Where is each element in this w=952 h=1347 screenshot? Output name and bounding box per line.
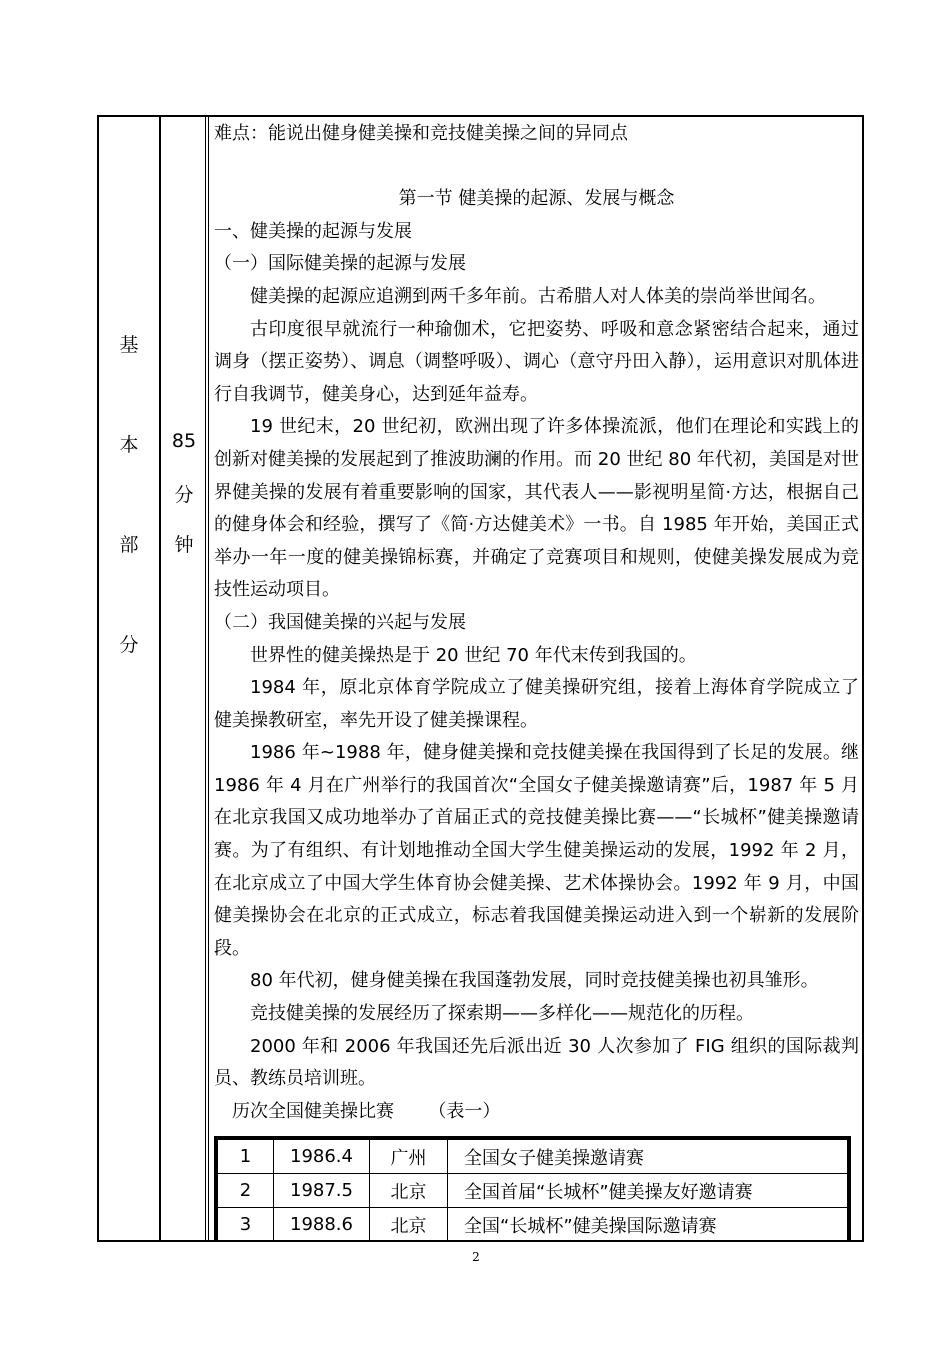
heading: 一、健美操的起源与发展 [214,220,412,242]
row-event-name: 全国“长城杯”健美操国际邀请赛 [448,1208,848,1242]
row-number: 1 [218,1140,274,1174]
section-label-char: 基 [119,334,139,356]
section-label-column [99,117,159,1240]
paragraph: 19 世纪末，20 世纪初，欧洲出现了许多体操流派，他们在理论和实践上的创新对健美操的发展起到了推波助澜的作用。而 20 世纪 80 年代初，美国是对世界健美操的发展有着重要影响的国家，其代表人——影视明星简·方达，根据自己的健身体会和经验，撰写了《简·方达健美术》一书。自 1985 年开始，美国正式举办一年一度的健美操锦标赛，并确定了竞赛项目和规则，使健美操发展成为竞技性运动项目。 [214,416,859,601]
table-row [218,1140,848,1174]
duration-column [162,117,206,1240]
subheading: （一）国际健美操的起源与发展 [214,253,466,275]
row-city: 北京 [370,1174,448,1208]
row-date: 1986.4 [274,1140,370,1174]
column-divider [159,115,161,1242]
competition-table [214,1136,851,1242]
section-title: 第一节 健美操的起源、发展与概念 [398,188,675,210]
paragraph: 世界性的健美操热是于 20 世纪 70 年代末传到我国的。 [250,644,697,666]
section-label-char: 部 [119,534,139,556]
row-city: 广州 [370,1140,448,1174]
paragraph: 1986 年~1988 年，健身健美操和竞技健美操在我国得到了长足的发展。继 1986 年 4 月在广州举行的我国首次“全国女子健美操邀请赛”后，1987 年 5 月在北京我国又成功地举办了首届正式的竞技健美操比赛——“长城杯”健美操邀请赛。为了有组织、有计划地推动全国大学生健美操运动的发展，1992 年 2 月，在北京成立了中国大学生体育协会健美操、艺术体操协会。1992 年 9 月，中国健美操协会在北京的正式成立，标志着我国健美操运动进入到一个崭新的发展阶段。 [214,742,859,959]
row-date: 1988.6 [274,1208,370,1242]
section-label-char: 本 [119,434,139,456]
paragraph: 健美操的起源应追溯到两千多年前。古希腊人对人体美的崇尚举世闻名。 [250,285,826,307]
paragraph: 竞技健美操的发展经历了探索期——多样化——规范化的历程。 [250,1003,754,1025]
paragraph: 2000 年和 2006 年我国还先后派出近 30 人次参加了 FIG 组织的国际裁判员、教练员培训班。 [214,1035,859,1090]
lesson-content [214,118,859,1128]
row-city: 北京 [370,1208,448,1242]
row-event-name: 全国首届“长城杯”健美操友好邀请赛 [448,1174,848,1208]
row-event-name: 全国女子健美操邀请赛 [448,1140,848,1174]
row-number: 3 [218,1208,274,1242]
table-row [218,1174,848,1208]
paragraph: 80 年代初，健身健美操在我国蓬勃发展，同时竞技健美操也初具雏形。 [250,970,819,992]
table-row [218,1208,848,1242]
duration-value: 85 [171,430,197,452]
subheading: （二）我国健美操的兴起与发展 [214,611,466,633]
row-number: 2 [218,1174,274,1208]
blank-line [214,151,859,184]
section-label-char: 分 [119,634,139,656]
duration-unit-char: 分 [174,484,194,506]
page-number: 2 [472,1250,480,1264]
column-divider [208,115,209,1242]
duration-unit-char: 钟 [174,534,194,556]
table-caption: 历次全国健美操比赛 （表一） [232,1100,501,1122]
difficulty-line: 难点：能说出健身健美操和竞技健美操之间的异同点 [214,123,628,144]
paragraph: 古印度很早就流行一种瑜伽术，它把姿势、呼吸和意念紧密结合起来，通过调身（摆正姿势）、调息（调整呼吸）、调心（意守丹田入静），运用意识对肌体进行自我调节，健美身心，达到延年益寿。 [214,318,859,405]
paragraph: 1984 年，原北京体育学院成立了健美操研究组，接着上海体育学院成立了健美操教研室，率先开设了健美操课程。 [214,677,859,731]
row-date: 1987.5 [274,1174,370,1208]
